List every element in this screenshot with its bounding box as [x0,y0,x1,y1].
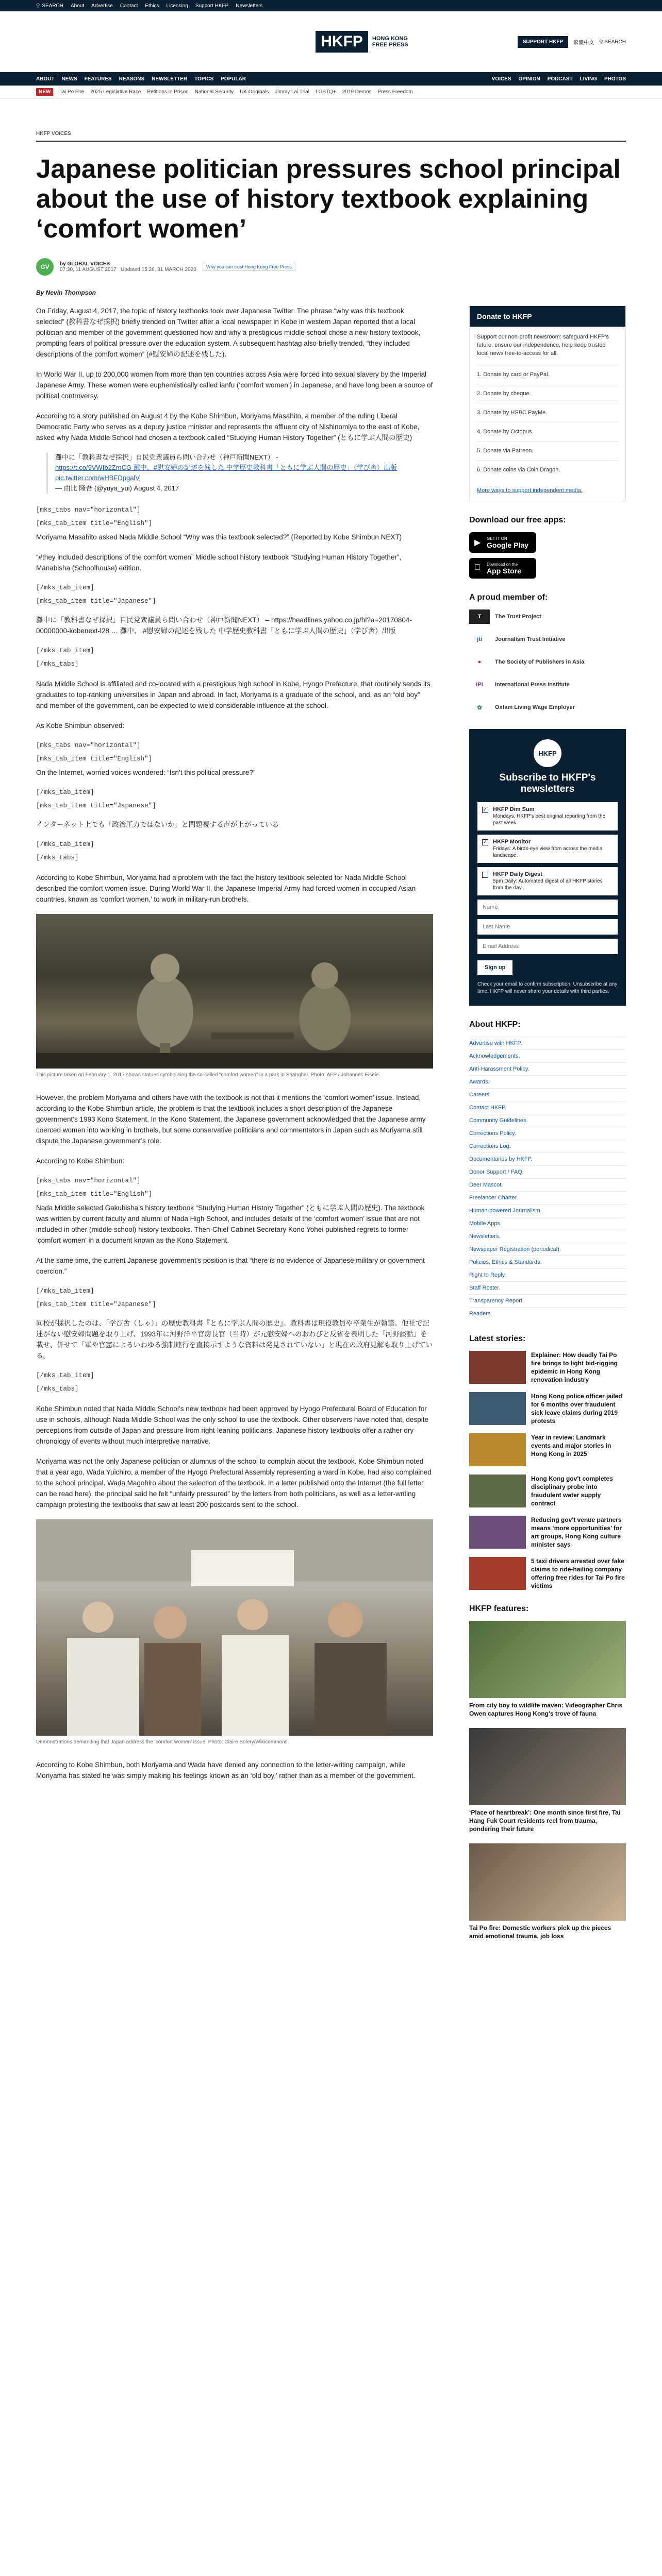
jti-logo: jti [477,636,482,642]
oxfam-logo: ✿ [477,704,482,711]
app-store-large: App Store [487,566,521,575]
shortcode: [mks_tab_item title="English"] [36,1191,153,1198]
paragraph: According to Kobe Shimbun: [36,1157,125,1165]
newsletter-widget [469,729,626,1006]
checkbox-checked-icon[interactable]: ✓ [483,839,488,845]
paragraph: インターネット上でも「政治圧力ではないか」と問題視する声が上がっている [36,821,279,828]
app-store-button[interactable] [469,558,536,579]
tweet-text-2[interactable]: https://t.co/9VWIb2ZmCG 灘中、#慰安婦の記述を残した 中学歴史教科書「ともに学ぶ人間の歴史」（学び舎）出版 pic.twitter.com/wHBFDpgalV [55,464,398,482]
author-name[interactable]: by GLOBAL VOICES [60,261,110,267]
logo-line-1: HONG KONG [372,36,408,42]
story-thumbnail [469,1557,526,1590]
story-title[interactable]: Explainer: How deadly Tai Po fire brings to light bid-rigging epidemic in Hong Kong renovation industry [531,1351,618,1383]
nav-about[interactable]: ABOUT [36,76,55,82]
option-title: HKFP Monitor [493,839,531,845]
newsletter-title: Subscribe to HKFP's newsletters [499,772,596,794]
language-switch[interactable]: 繁體中文 [573,40,594,46]
feature-image [469,1728,626,1805]
paragraph: Moriyama was not the only Japanese politician or alumnus of the school to complain about the textbook. Kobe Shimbun noted that a year ago, Wada Yuichiro, a member of the Hyogo Prefectural Assembly representing a ward in Kobe, had also complained to the school principal. Wada Magohiro about the selection of the textbook. In a letter published onto the Internet (the full letter can be read here), the principal said he felt “unfairly pressured” by the letters from both politicians, as well as a letter-writing campaign protesting the textbooks that saw at least 200 postcards sent to the school. [36,1458,432,1509]
membership-title: A proud member of: [469,593,548,602]
nav-reasons[interactable]: REASONS [119,76,145,82]
search-icon: ⚲ [36,3,40,9]
topbar-advertise[interactable]: Advertise [91,3,113,9]
newsletter-badge: HKFP [534,739,561,767]
trending-link[interactable]: Tai Po Fire [59,89,85,95]
latest-story[interactable] [469,1516,626,1549]
nav-podcast[interactable]: PODCAST [547,76,573,82]
updated-date: Updated 15:26, 31 MARCH 2020 [121,267,196,273]
tweet-author[interactable]: — 由比 隆吾 (@yuya_yui) August 4, 2017 [55,484,179,492]
about-link[interactable]: Corrections Log. [469,1140,626,1153]
about-link[interactable]: Contact HKFP. [469,1101,626,1114]
feature-title[interactable]: ‘Place of heartbreak’: One month since first fire, Tai Hang Fuk Court residents reel from trauma, pondering their future [469,1809,621,1833]
paragraph: Nada Middle selected Gakubisha’s history textbook “Studying Human History Together” (ともに学ぶ人間の歴史). The textbook was written by current faculty and alumni of Nada High School, and includes details of the ‘comfort women’ issue that are not included in other (middle school) history textbooks. Then-Chief Cabinet Secretary Kono Yohei published regrets to former ‘comfort women’ in a document known as the Kono Statement. [36,1204,425,1244]
photo-caption: This picture taken on February 1, 2017 shows statues symbolising the so-called “comfort women” in a park in Shanghai. Photo: AFP / Johannes Eisele. [36,1072,380,1078]
section-divider [36,141,626,142]
trending-link[interactable]: Petitions in Prison [147,89,189,95]
about-link[interactable]: Awards. [469,1075,626,1088]
about-link[interactable]: Careers. [469,1088,626,1101]
donate-option[interactable]: 1. Donate by card or PayPal. [477,365,618,384]
paragraph: According to Kobe Shimbun, both Moriyama and Wada have denied any connection to the letter-writing campaign, while Moriyama has stated he was simply making his feelings known as an ‘old boy,’ rather than as a member of the government. [36,1761,416,1780]
about-link[interactable]: Donor Support / FAQ. [469,1165,626,1178]
option-title: HKFP Daily Digest [493,871,542,877]
donate-intro: Support our non-profit newsroom: safeguard HKFP's future, ensure our independence, help keep trusted local news free-to-access for all. [477,334,609,357]
trust-project-logo: T [469,609,490,624]
nav-topics[interactable]: TOPICS [194,76,214,82]
about-links [469,1037,626,1320]
app-store-buttons [469,532,626,579]
paragraph: On the Internet, worried voices wondered: “Isn’t this political pressure?” [36,769,256,776]
article-title: Japanese politician pressures school principal about the use of history textbook explaining ‘comfort women’ [36,154,621,243]
shortcode: [mks_tab_item title="Japanese"] [36,598,156,605]
checkbox-icon[interactable] [482,872,488,878]
topbar-ethics[interactable]: Ethics [145,3,159,9]
shortcode: [mks_tab_item title="Japanese"] [36,802,156,809]
membership-widget [469,593,626,715]
member-oxfam[interactable]: ✿ Oxfam Living Wage Employer [469,700,626,715]
latest-story[interactable] [469,1475,626,1507]
nav-voices[interactable]: VOICES [491,76,511,82]
logo-mark: HKFP [316,31,368,53]
publish-dates [60,267,196,273]
shortcode: [mks_tab_item title="English"] [36,520,153,527]
about-widget [469,1020,626,1320]
donate-option[interactable]: 5. Donate via Patreon. [477,441,618,460]
paragraph: 灘中に「教科書なぜ採択」自民党衆議員ら問い合わせ（神戸新聞NEXT） – https://headlines.yahoo.co.jp/hl?a=20170804-00000000-kobenext-l28 … 灘中、 #慰安婦の記述を残した 中学歴史教科書「ともに学ぶ人間の歴史」（学び舎）出版 [36,616,412,635]
nav-photos[interactable]: PHOTOS [604,76,626,82]
feature-image [469,1621,626,1698]
logo-line-2: FREE PRESS [372,42,408,48]
trending-link[interactable]: 2025 Legislative Race [90,89,141,95]
paragraph: Moriyama Masahito asked Nada Middle School “Why was this textbook selected?” (Reported by Kobe Shimbun NEXT) [36,533,402,541]
paragraph: In World War II, up to 200,000 women from more than ten countries across Asia were forced into sexual slavery by the Imperial Japanese Army. These women were euphemistically called ianfu (‘comfort women’) in Japanese, and have long been a source of political controversy. [36,370,433,400]
paragraph: 同校が採択したのは、「学び舎（しゃ）」の歴史教科書『ともに学ぶ人間の歴史』。教科書は現役教員や卒業生が執筆。他社で記述がない慰安婦問題を取り上げ、1993年に河野洋平官房長官（当時）が元慰安婦へのおわびと反省を表明した「河野談話」を載せ、併せて「軍や官憲によるいわゆる強制連行を直接示すような資料は発見されていない」と現在の政府見解も取り上げている。 [36,1319,433,1360]
feature-title[interactable]: Tai Po fire: Domestic workers pick up the pieces amid emotional trauma, job loss [469,1924,611,1940]
new-badge: NEW [36,88,53,96]
story-thumbnail [469,1475,526,1507]
story-thumbnail [469,1433,526,1466]
donate-options [477,365,618,479]
member-trust-project[interactable]: T The Trust Project [469,609,626,624]
story-thumbnail [469,1392,526,1425]
top-bar [0,0,662,11]
latest-title: Latest stories: [469,1334,526,1343]
latest-story[interactable] [469,1351,626,1384]
topbar-licensing[interactable]: Licensing [166,3,188,9]
about-link[interactable]: Deer Mascot. [469,1178,626,1191]
article-figure [36,914,433,1079]
article-meta [36,258,626,276]
shortcode: [mks_tab_item title="Japanese"] [36,1301,156,1308]
option-desc: Fridays: A birds-eye view from across the media landscape. [493,846,603,858]
story-thumbnail [469,1351,526,1384]
google-play-button[interactable] [469,532,536,553]
newsletter-note: Check your email to confirm subscription. Unsubscribe at any time. HKFP will never share your details with third parties. [477,981,618,994]
nav-popular[interactable]: POPULAR [221,76,246,82]
about-link[interactable]: Transparency Report. [469,1294,626,1307]
about-link[interactable]: Community Guidelines. [469,1114,626,1127]
logo-text [372,36,408,48]
apps-title: Download our free apps: [469,516,566,524]
about-link[interactable]: Acknowledgements. [469,1049,626,1062]
sidebar [469,306,626,1955]
header-actions [518,36,626,48]
about-link[interactable]: Advertise with HKFP. [469,1037,626,1049]
main-nav [0,72,662,86]
paragraph: “#they included descriptions of the comfort women” Middle school history textbook “Studying Human History Together”, Manabisha (Schoolhouse) edition. [36,553,402,572]
member-ipi[interactable]: IPI International Press Institute [469,677,626,692]
shortcode: [/mks_tab_item] [36,584,94,591]
apple-icon [474,563,481,572]
option-desc: Mondays: HKFP's best original reporting from the past week. [493,814,606,826]
embedded-tweet [46,452,433,494]
shortcode: [/mks_tab_item] [36,841,94,848]
site-logo[interactable] [316,31,408,53]
demonstration-photo [36,1519,433,1736]
comfort-women-statues-photo [36,914,433,1069]
about-link[interactable]: Policies, Ethics & Standards. [469,1256,626,1268]
feature-image [469,1843,626,1921]
topbar-support[interactable]: Support HKFP [195,3,229,9]
donate-body [470,327,625,501]
feature-story[interactable] [469,1728,626,1833]
feature-title[interactable]: From city boy to wildlife maven: Videographer Chris Owen captures Hong Kong's trove of fauna [469,1702,623,1717]
about-link[interactable]: Newspaper Registration (periodical). [469,1243,626,1256]
publish-date: 07:30, 11 AUGUST 2017 [60,267,117,273]
shortcode: [/mks_tab_item] [36,1287,94,1295]
newsletter-option-monitor[interactable] [477,835,618,863]
topbar-about[interactable]: About [71,3,85,9]
story-thumbnail [469,1516,526,1549]
section-label[interactable]: HKFP VOICES [36,131,71,137]
about-link[interactable]: Newsletters. [469,1230,626,1243]
tweet-text-1: 灘中に「教科書なぜ採択」自民党衆議員ら問い合わせ（神戸新聞NEXT） - [55,453,278,461]
shortcode: [mks_tabs nav="horizontal"] [36,1177,141,1184]
latest-stories-widget [469,1334,626,1590]
story-title[interactable]: Hong Kong gov't completes disciplinary probe into fraudulent water supply contract [531,1475,613,1507]
photo-caption: Demonstrations demanding that Japan address the ‘comfort women’ issue. Photo: Claire Solery/Wikicommons. [36,1739,289,1745]
latest-story[interactable] [469,1433,626,1466]
google-play-large: Google Play [487,540,528,549]
ipi-logo: IPI [476,682,483,688]
sign-up-button[interactable]: Sign up [477,960,512,975]
shortcode: [/mks_tab_item] [36,1372,94,1379]
trending-bar [0,86,662,99]
paragraph: However, the problem Moriyama and others have with the textbook is not that it mentions the ‘comfort women’ issue. Instead, according to the Kobe Shimbun article, the problem is that the textbook includes a short description of the Japanese government’s 1993 Kono Statement. In the Kono Statement, the Japanese government acknowledged that the Japanese army coerced women into working in brothels, but some conservative politicians and commentators in Japan such as Moriyama still dispute the Japanese government’s role. [36,1094,426,1145]
article-figure [36,1519,433,1746]
trending-link[interactable]: Jimmy Lai Trial [275,89,310,95]
about-link[interactable]: Documentaries by HKFP. [469,1153,626,1165]
about-link[interactable]: Human-powered Journalism. [469,1204,626,1217]
about-link[interactable]: Anti-Harassment Policy. [469,1062,626,1075]
about-link[interactable]: Corrections Policy. [469,1127,626,1140]
shortcode: [mks_tabs nav="horizontal"] [36,742,141,749]
nav-living[interactable]: LIVING [580,76,597,82]
about-title: About HKFP: [469,1020,521,1029]
author-avatar: GV [36,258,54,276]
topbar-contact[interactable]: Contact [120,3,138,9]
name-field[interactable] [477,900,618,915]
topbar-newsletters[interactable]: Newsletters [236,3,263,9]
photo-illustration [36,1519,433,1736]
paragraph: Kobe Shimbun noted that Nada Middle School’s new textbook had been approved by Hyogo Prefectural Board of Education for use in schools, although Nada Middle School was the only school to use the textbook. Other observers have noted that, despite perceptions from outside of Japan and pressure from right-leaning politicians, Japanese history textbooks offer a rather dry chronology of events without much interpretive narrative. [36,1405,428,1445]
play-icon: ▶ [474,538,481,547]
donate-option[interactable]: 2. Donate by cheque. [477,384,618,403]
article-body [36,306,433,1955]
search-icon: ⚲ [599,39,605,45]
google-play-small: GET IT ON [487,536,507,541]
shortcode: [mks_tab_item title="English"] [36,755,153,762]
newsletter-option-dimsum[interactable] [477,802,618,831]
trending-link[interactable]: LGBTQ+ [316,89,336,95]
donate-widget [469,306,626,501]
apps-widget [469,516,626,579]
support-hkfp-button[interactable]: SUPPORT HKFP [518,36,568,48]
paragraph: Nada Middle School is affiliated and co-located with a prestigious high school in Kobe, Hyogo Prefecture, that routinely sends its graduates to top-ranking universities in Japan and abroad. In fact, Moriyama is a graduate of the school, and, as an “old boy” and member of the government, can be expected to wield considerable influence at the school. [36,680,431,709]
topbar-search[interactable]: ⚲ SEARCH [36,3,64,9]
option-title: HKFP Dim Sum [493,806,535,812]
paragraph: On Friday, August 4, 2017, the topic of history textbooks took over Japanese Twitter. The phrase “why was this textbook selected” (教科書なぜ採択) briefly trended on Twitter after a local newspaper in Kobe in western Japan reported that a local politician and member of the government questioned how and why a prestigious middle school chose a new history textbook, prompting fears of political pressure over the education system. A subsequent hashtag also briefly trended, “they included descriptions of the comfort women” (#慰安婦の記述を残した). [36,307,421,358]
latest-story[interactable] [469,1392,626,1425]
about-link[interactable]: Right to Reply. [469,1268,626,1281]
member-jti[interactable]: jti Journalism Trust Initiative [469,632,626,647]
trending-link[interactable]: National Security [194,89,234,95]
nav-newsletter[interactable]: NEWSLETTER [152,76,188,82]
more-ways-link[interactable]: More ways to support independent media. [477,487,583,494]
paragraph: According to a story published on August 4 by the Kobe Shimbun, Moriyama Masahito, a member of the ruling Liberal Democratic Party who serves as a deputy justice minister and represents the affluent city of Nishinomiya to the east of Kobe, asked why Nada Middle School had chosen a textbook called “Studying Human History Together” (ともに学ぶ人間の歴史) [36,412,420,442]
nav-opinion[interactable]: OPINION [518,76,540,82]
page-container [36,99,626,1955]
email-field[interactable] [477,939,618,954]
content-layout [36,306,626,1955]
member-sopa[interactable]: ● The Society of Publishers in Asia [469,655,626,669]
paragraph: At the same time, the current Japanese government’s position is that “there is no evidence of Japanese military or government coercion.” [36,1257,425,1275]
features-title: HKFP features: [469,1604,529,1613]
why-trust-link[interactable]: Why you can trust Hong Kong Free Press [203,263,295,271]
shortcode: [mks_tabs nav="horizontal"] [36,506,141,514]
story-title[interactable]: Hong Kong police officer jailed for 6 months over fraudulent sick leave claims during 2019 protests [531,1393,622,1425]
paragraph: As Kobe Shimbun observed: [36,722,125,730]
last-name-field[interactable] [477,919,618,935]
checkbox-checked-icon[interactable]: ✓ [483,807,488,812]
feature-story[interactable] [469,1621,626,1718]
donate-option[interactable]: 4. Donate by Octopus. [477,422,618,441]
donate-option[interactable]: 3. Donate by HSBC PayMe. [477,403,618,422]
shortcode: [/mks_tab_item] [36,789,94,796]
shortcode: [/mks_tabs] [36,1385,79,1393]
about-link[interactable]: Staff Roster. [469,1281,626,1294]
about-link[interactable]: Mobile Apps. [469,1217,626,1230]
donate-option[interactable]: 6. Donate coins via Coin Dragon. [477,460,618,479]
shortcode: [/mks_tab_item] [36,647,94,654]
option-desc: 5pm Daily: Automated digest of all HKFP stories from the day. [493,878,603,891]
features-widget [469,1604,626,1940]
about-link[interactable]: Freelancer Charter. [469,1191,626,1204]
shortcode: [/mks_tabs] [36,854,79,861]
sopa-logo: ● [477,659,482,665]
feature-story[interactable] [469,1843,626,1940]
donate-title: Donate to HKFP [470,306,625,327]
trending-link[interactable]: 2019 Demos [342,89,372,95]
story-title[interactable]: Year in review: Landmark events and major stories in Hong Kong in 2025 [531,1434,611,1458]
app-store-small: Download on the [487,562,518,567]
trending-link[interactable]: Press Freedom [377,89,413,95]
newsletter-option-digest[interactable] [477,867,618,895]
story-title[interactable]: Reducing gov't venue partners means ‘more opportunities’ for art groups, Hong Kong culture minister says [531,1516,622,1548]
shortcode: [/mks_tabs] [36,660,79,668]
article-byline: By Nevin Thompson [36,289,96,296]
nav-features[interactable]: FEATURES [84,76,112,82]
trending-link[interactable]: UK Originals [240,89,269,95]
nav-news[interactable]: NEWS [61,76,77,82]
header-search[interactable]: ⚲ SEARCH [599,39,626,45]
article-header [36,99,626,296]
author-info [60,261,196,273]
site-header [0,11,662,72]
about-link[interactable]: Readers. [469,1307,626,1320]
latest-story[interactable] [469,1557,626,1590]
paragraph: According to Kobe Shimbun, Moriyama had a problem with the fact the history textbook selected for Nada Middle School described the comfort women issue. During World War II, the Japanese Imperial Army had forced women in occupied Asian countries, known as ‘comfort women,’ to work in military-run brothels. [36,874,416,903]
photo-illustration [36,914,433,1069]
story-title[interactable]: 5 taxi drivers arrested over fake claims to ride-hailing company offering free rides for Tai Po fire victims [531,1557,625,1589]
